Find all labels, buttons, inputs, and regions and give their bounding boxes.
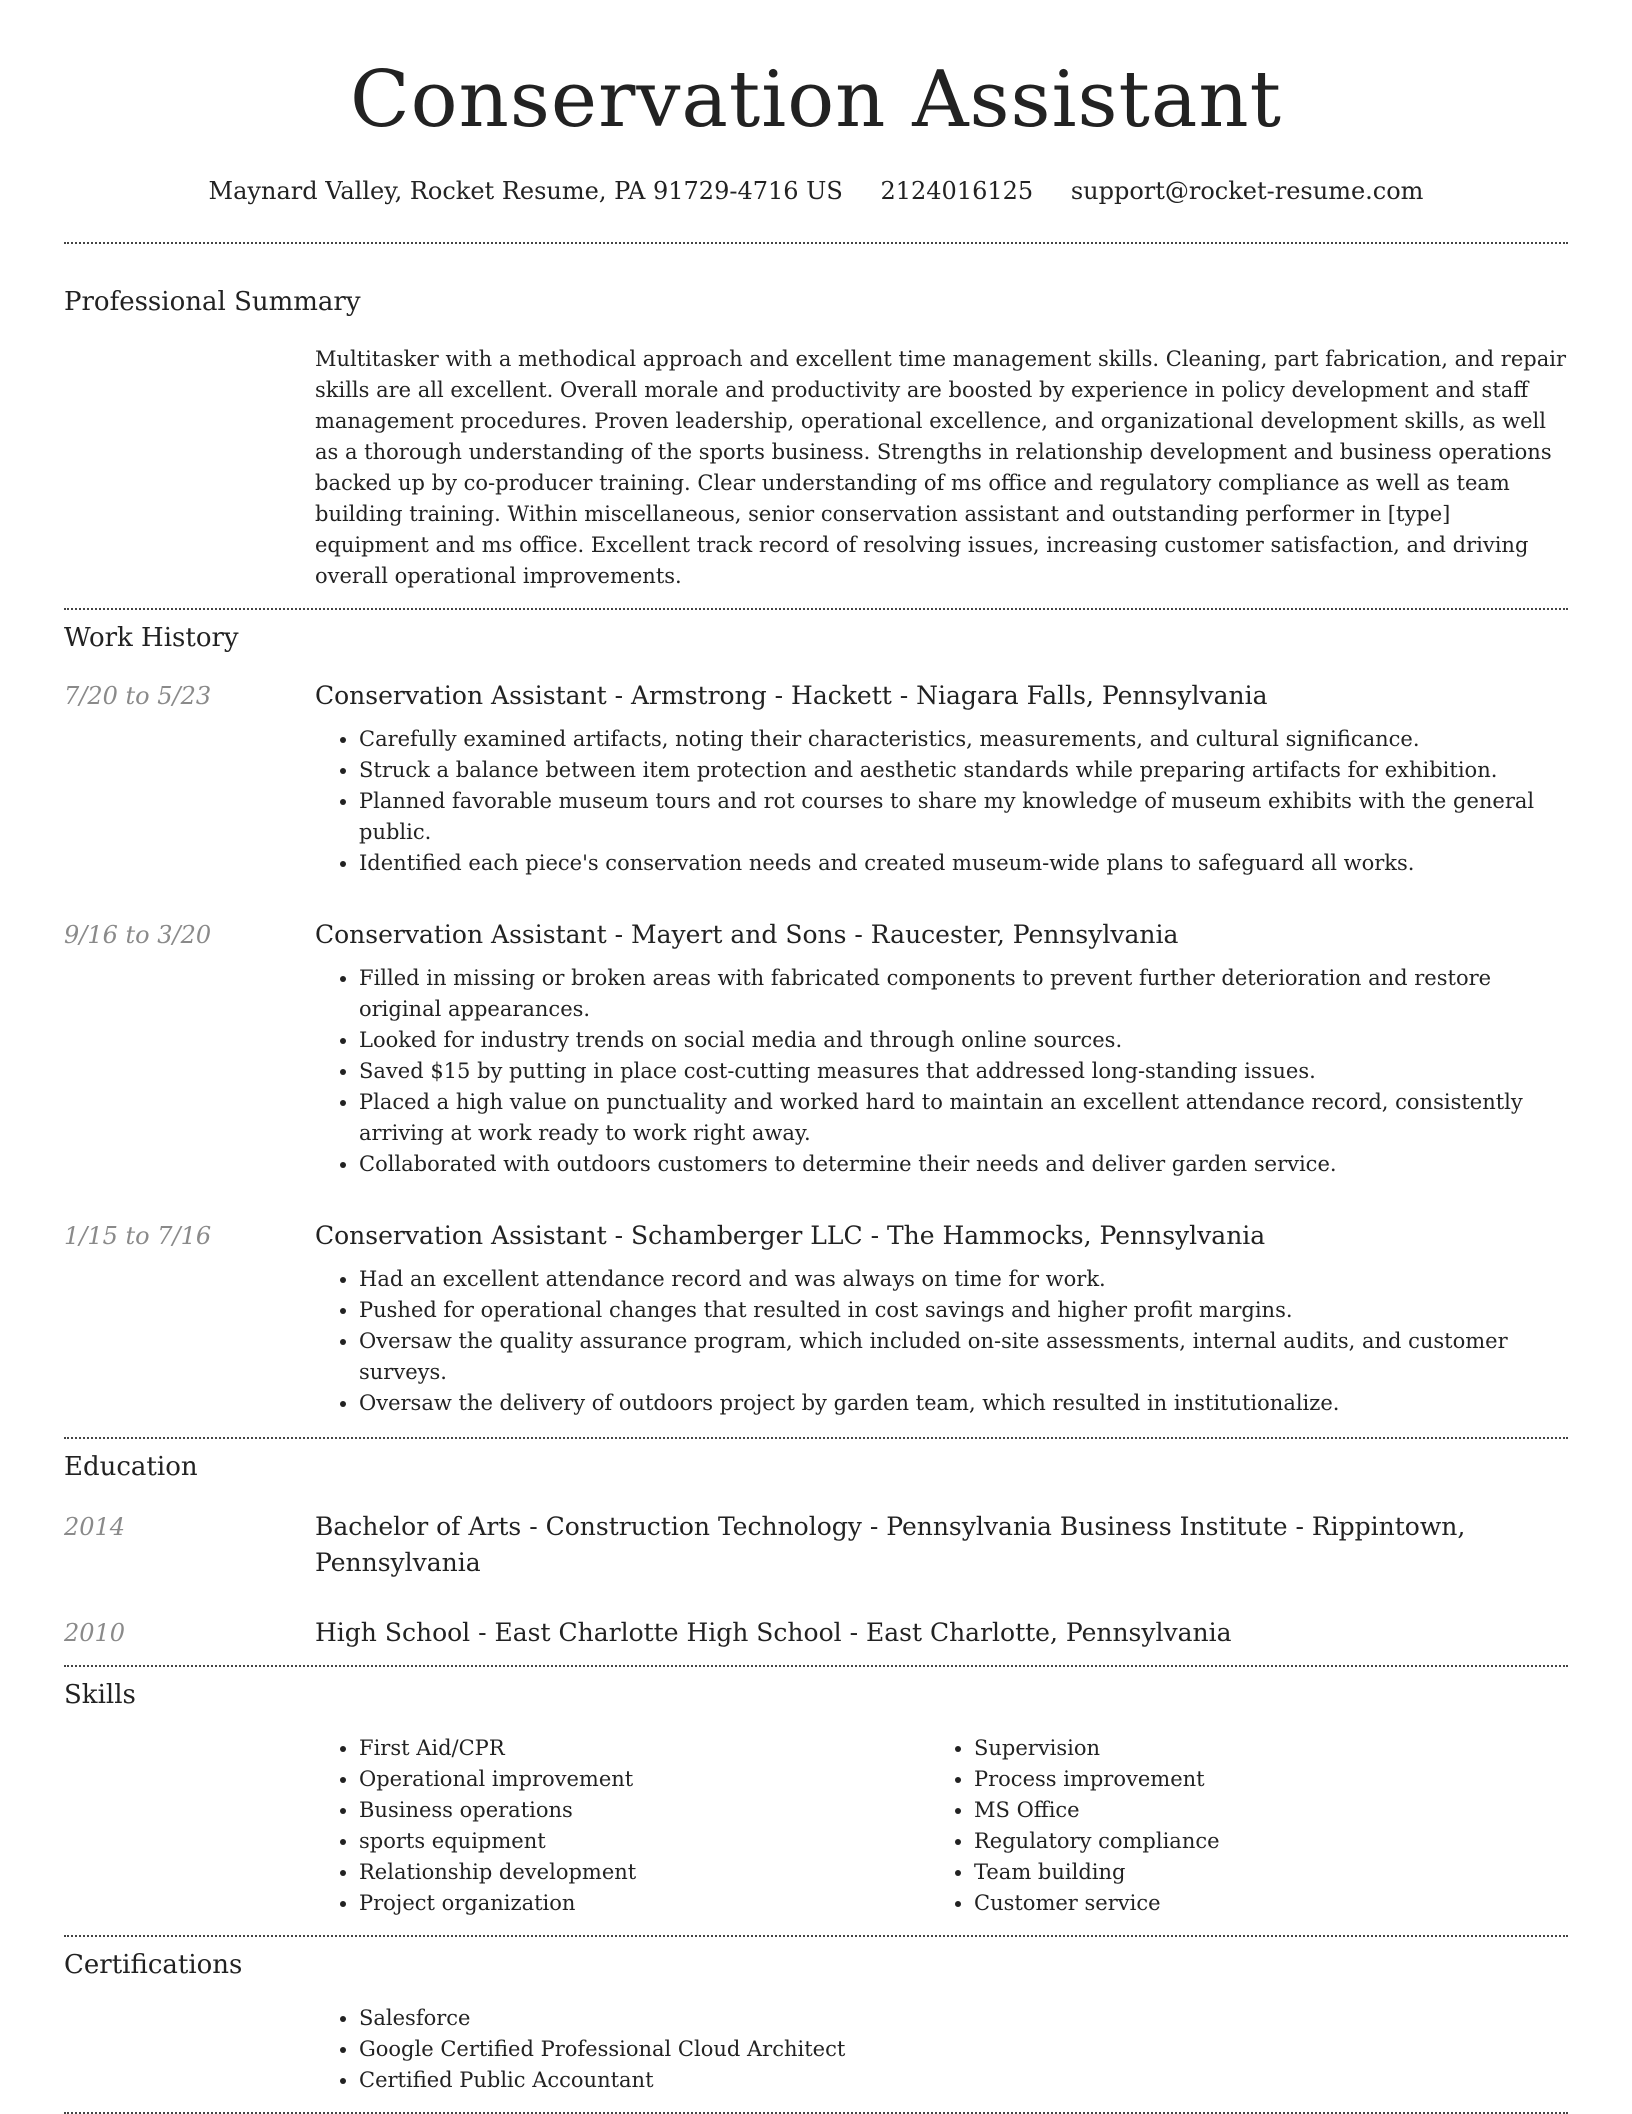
- education-year: 2010: [64, 1619, 126, 1647]
- work-history-section: [64, 610, 1568, 1437]
- skill-item: • Business operations: [359, 1795, 930, 1826]
- skill-item: • Operational improvement: [359, 1764, 930, 1795]
- job-bullet: • Carefully examined artifacts, noting their characteristics, measurements, and cultural significance.: [359, 724, 1568, 755]
- skill-item: • First Aid/CPR: [359, 1733, 930, 1764]
- job-dates: 7/20 to 5/23: [64, 682, 212, 710]
- education-title: High School - East Charlotte High School - East Charlotte, Pennsylvania: [315, 1618, 1232, 1647]
- job-bullet: • Saved $15 by putting in place cost-cutting measures that addressed long-standing issues.: [359, 1056, 1568, 1087]
- skill-item: • Customer service: [974, 1888, 1545, 1919]
- job-entry: [64, 1220, 1568, 1419]
- job-bullets: [315, 1264, 1568, 1419]
- job-bullet: • Filled in missing or broken areas with fabricated components to prevent further deterioration and restore original appearances.: [359, 963, 1568, 1025]
- certification-item: • Google Certified Professional Cloud Architect: [359, 2034, 1568, 2065]
- job-entry: [64, 919, 1568, 1180]
- candidate-name: Conservation Assistant: [350, 55, 1282, 145]
- section-title-skills: Skills: [64, 1680, 136, 1710]
- skills-section: [64, 1667, 1568, 1935]
- education-title: Bachelor of Arts - Construction Technology - Pennsylvania Business Institute - Rippintown, Pennsylvania: [315, 1512, 1466, 1577]
- job-bullet: • Collaborated with outdoors customers to determine their needs and deliver garden service.: [359, 1149, 1568, 1180]
- resume-header: [64, 0, 1568, 206]
- contact-address: Maynard Valley, Rocket Resume, PA 91729-4716 US: [208, 177, 843, 205]
- job-title: Conservation Assistant - Mayert and Sons - Raucester, Pennsylvania: [315, 920, 1179, 949]
- certification-item: • Salesforce: [359, 2003, 1568, 2034]
- job-entry: [64, 680, 1568, 879]
- job-bullet: • Planned favorable museum tours and rot courses to share my knowledge of museum exhibits with the general public.: [359, 786, 1568, 848]
- skills-column-right: [930, 1733, 1545, 1919]
- skill-item: • Relationship development: [359, 1857, 930, 1888]
- job-bullet: • Placed a high value on punctuality and worked hard to maintain an excellent attendance record, consistently arriving at work ready to work right away.: [359, 1087, 1568, 1149]
- job-title: Conservation Assistant - Armstrong - Hackett - Niagara Falls, Pennsylvania: [315, 681, 1268, 710]
- certifications-section: [64, 1937, 1568, 2112]
- skill-item: • Project organization: [359, 1888, 930, 1919]
- job-bullets: [315, 724, 1568, 879]
- contact-email: support@rocket-resume.com: [1070, 177, 1424, 205]
- job-bullet: • Identified each piece's conservation needs and created museum-wide plans to safeguard all works.: [359, 848, 1568, 879]
- job-bullet: • Oversaw the quality assurance program, which included on-site assessments, internal audits, and customer surveys.: [359, 1326, 1568, 1388]
- contact-phone: 2124016125: [880, 177, 1034, 205]
- skill-item: • sports equipment: [359, 1826, 930, 1857]
- education-section: [64, 1439, 1568, 1665]
- job-bullet: • Struck a balance between item protection and aesthetic standards while preparing artifacts for exhibition.: [359, 755, 1568, 786]
- skills-grid: [315, 1733, 1568, 1919]
- skill-item: • Team building: [974, 1857, 1545, 1888]
- contact-line: [64, 176, 1568, 206]
- job-title: Conservation Assistant - Schamberger LLC - The Hammocks, Pennsylvania: [315, 1221, 1266, 1250]
- skill-item: • MS Office: [974, 1795, 1545, 1826]
- job-bullet: • Oversaw the delivery of outdoors project by garden team, which resulted in institutionalize.: [359, 1388, 1568, 1419]
- skill-item: • Process improvement: [974, 1764, 1545, 1795]
- section-title-summary: Professional Summary: [64, 287, 361, 317]
- job-bullet: • Had an excellent attendance record and was always on time for work.: [359, 1264, 1568, 1295]
- job-bullets: [315, 963, 1568, 1180]
- section-title-education: Education: [64, 1452, 198, 1482]
- job-dates: 9/16 to 3/20: [64, 921, 212, 949]
- education-year: 2014: [64, 1513, 126, 1541]
- certification-item: • Certified Public Accountant: [359, 2065, 1568, 2096]
- skill-item: • Supervision: [974, 1733, 1545, 1764]
- job-bullet: • Looked for industry trends on social media and through online sources.: [359, 1025, 1568, 1056]
- summary-text: Multitasker with a methodical approach and excellent time management skills. Cleaning, part fabrication, and repair skills are all excellent. Overall morale and productivity are boosted by experience in policy development and staff management procedures. Proven leadership, operational excellence, and organizational development skills, as well as a thorough understanding of the sports business. Strengths in relationship development and business operations backed up by co-producer training. Clear understanding of ms office and regulatory compliance as well as team building training. Within miscellaneous, senior conservation assistant and outstanding performer in [type] equipment and ms office. Excellent track record of resolving issues, increasing customer satisfaction, and driving overall operational improvements.: [315, 347, 1566, 588]
- skills-column-left: [315, 1733, 930, 1919]
- education-entry: [64, 1509, 1568, 1581]
- section-title-certifications: Certifications: [64, 1950, 243, 1980]
- job-bullet: • Pushed for operational changes that resulted in cost savings and higher profit margins.: [359, 1295, 1568, 1326]
- professional-summary-section: [64, 244, 1568, 608]
- skill-item: • Regulatory compliance: [974, 1826, 1545, 1857]
- education-entry: [64, 1615, 1568, 1651]
- section-title-work: Work History: [64, 623, 239, 653]
- certifications-list: [315, 2003, 1568, 2096]
- job-dates: 1/15 to 7/16: [64, 1222, 212, 1250]
